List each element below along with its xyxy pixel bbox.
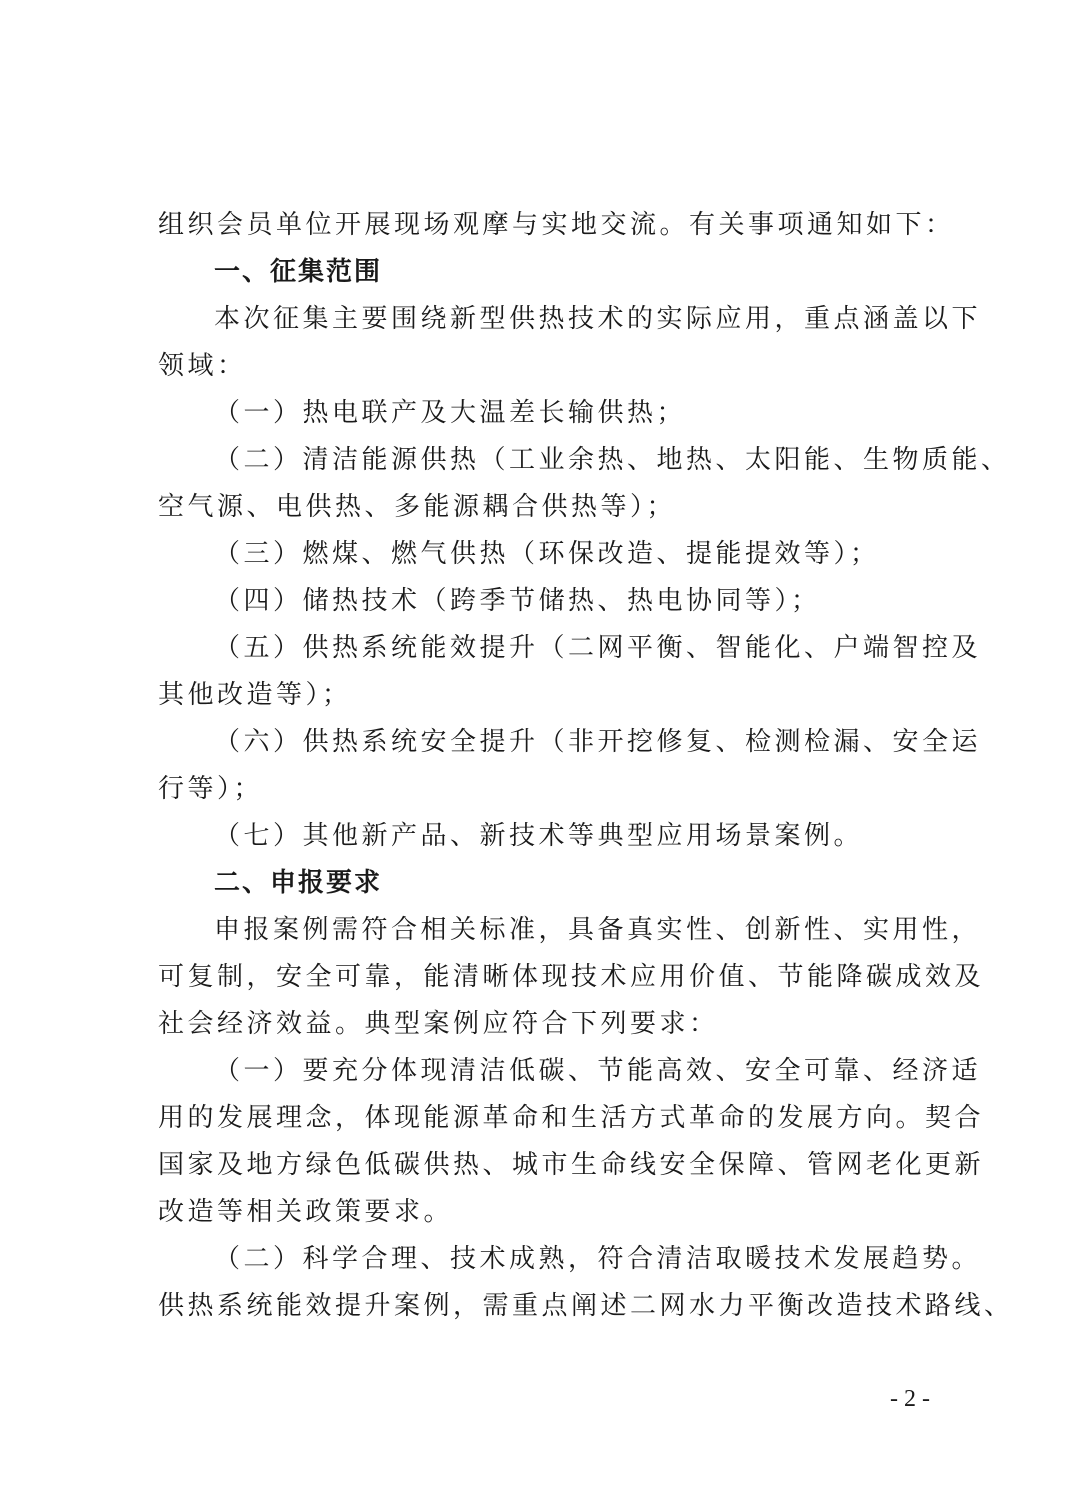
requirement-item-2-continued: 供热系统能效提升案例，需重点阐述二网水力平衡改造技术路线、 [158,1291,1014,1321]
list-item-2-continued: 空气源、电供热、多能源耦合供热等）； [158,492,677,522]
body-text-line: 可复制，安全可靠，能清晰体现技术应用价值、节能降碳成效及 [158,962,985,992]
body-text-line: 社会经济效益。典型案例应符合下列要求： [158,1009,719,1039]
list-item-1: （一）热电联产及大温差长输供热； [214,398,687,428]
list-item-5-continued: 其他改造等）； [158,680,352,710]
requirement-item-1-continued: 改造等相关政策要求。 [158,1197,454,1227]
list-item-4: （四）储热技术（跨季节储热、热电协同等）； [214,586,821,616]
list-item-3: （三）燃煤、燃气供热（环保改造、提能提效等）； [214,539,880,569]
section-heading-scope: 一、征集范围 [214,257,383,287]
requirement-item-2: （二）科学合理、技术成熟，符合清洁取暖技术发展趋势。 [214,1244,982,1274]
page-number: - 2 - [890,1386,930,1412]
requirement-item-1-continued: 国家及地方绿色低碳供热、城市生命线安全保障、管网老化更新 [158,1150,985,1180]
list-item-5: （五）供热系统能效提升（二网平衡、智能化、户端智控及 [214,633,982,663]
body-text-line: 组织会员单位开展现场观摩与实地交流。有关事项通知如下： [158,210,955,240]
requirement-item-1: （一）要充分体现清洁低碳、节能高效、安全可靠、经济适 [214,1056,982,1086]
requirement-item-1-continued: 用的发展理念，体现能源革命和生活方式革命的发展方向。契合 [158,1103,985,1133]
list-item-6: （六）供热系统安全提升（非开挖修复、检测检漏、安全运 [214,727,982,757]
list-item-7: （七）其他新产品、新技术等典型应用场景案例。 [214,821,864,851]
body-text-line: 本次征集主要围绕新型供热技术的实际应用，重点涵盖以下 [214,304,982,334]
section-heading-requirements: 二、申报要求 [214,868,383,898]
document-body [158,202,1014,1330]
list-item-2: （二）清洁能源供热（工业余热、地热、太阳能、生物质能、 [214,445,1011,475]
body-text-line: 领域： [158,351,247,381]
body-text-line: 申报案例需符合相关标准，具备真实性、创新性、实用性， [214,915,982,945]
list-item-6-continued: 行等）； [158,774,264,804]
